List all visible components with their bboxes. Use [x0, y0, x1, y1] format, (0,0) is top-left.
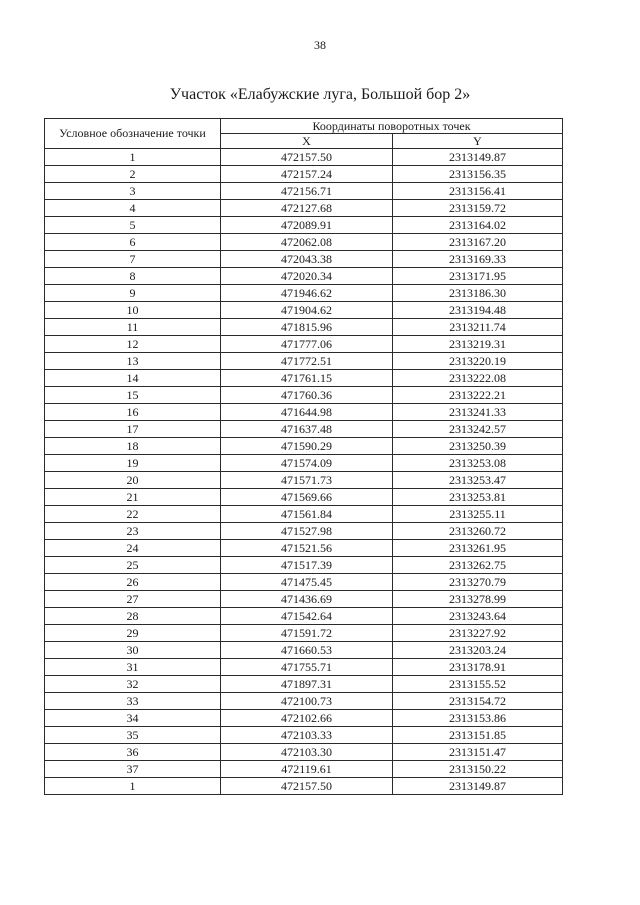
table-row — [45, 149, 563, 166]
point-number-cell: 20 — [45, 472, 221, 489]
table-row — [45, 523, 563, 540]
x-coordinate-cell: 472020.34 — [221, 268, 393, 285]
x-coordinate-cell: 472102.66 — [221, 710, 393, 727]
point-number-cell: 11 — [45, 319, 221, 336]
table-row — [45, 472, 563, 489]
table-row — [45, 778, 563, 795]
table-row — [45, 659, 563, 676]
table-row — [45, 710, 563, 727]
point-number-cell: 34 — [45, 710, 221, 727]
point-number-cell: 24 — [45, 540, 221, 557]
table-row — [45, 506, 563, 523]
point-number-cell: 26 — [45, 574, 221, 591]
y-coordinate-cell: 2313222.08 — [393, 370, 563, 387]
x-coordinate-cell: 472156.71 — [221, 183, 393, 200]
point-number-cell: 1 — [45, 149, 221, 166]
x-coordinate-cell: 471542.64 — [221, 608, 393, 625]
y-coordinate-cell: 2313260.72 — [393, 523, 563, 540]
point-number-cell: 31 — [45, 659, 221, 676]
point-number-cell: 1 — [45, 778, 221, 795]
table-row — [45, 217, 563, 234]
table-header — [45, 119, 563, 149]
x-coordinate-cell: 471777.06 — [221, 336, 393, 353]
x-coordinate-cell: 471527.98 — [221, 523, 393, 540]
x-coordinate-cell: 471760.36 — [221, 387, 393, 404]
table-row — [45, 693, 563, 710]
y-coordinate-cell: 2313211.74 — [393, 319, 563, 336]
table-row — [45, 285, 563, 302]
table-row — [45, 370, 563, 387]
table-row — [45, 574, 563, 591]
y-coordinate-cell: 2313278.99 — [393, 591, 563, 608]
header-x: X — [221, 134, 393, 149]
table-row — [45, 268, 563, 285]
y-coordinate-cell: 2313227.92 — [393, 625, 563, 642]
header-point-designation: Условное обозначение точки — [45, 119, 221, 149]
y-coordinate-cell: 2313220.19 — [393, 353, 563, 370]
x-coordinate-cell: 471897.31 — [221, 676, 393, 693]
x-coordinate-cell: 471761.15 — [221, 370, 393, 387]
header-coordinates: Координаты поворотных точек — [221, 119, 563, 134]
x-coordinate-cell: 472119.61 — [221, 761, 393, 778]
table-row — [45, 336, 563, 353]
y-coordinate-cell: 2313270.79 — [393, 574, 563, 591]
y-coordinate-cell: 2313178.91 — [393, 659, 563, 676]
y-coordinate-cell: 2313186.30 — [393, 285, 563, 302]
x-coordinate-cell: 471569.66 — [221, 489, 393, 506]
x-coordinate-cell: 471815.96 — [221, 319, 393, 336]
table-row — [45, 353, 563, 370]
y-coordinate-cell: 2313262.75 — [393, 557, 563, 574]
table-row — [45, 761, 563, 778]
y-coordinate-cell: 2313167.20 — [393, 234, 563, 251]
point-number-cell: 22 — [45, 506, 221, 523]
table-row — [45, 166, 563, 183]
table-row — [45, 183, 563, 200]
table-row — [45, 387, 563, 404]
table-row — [45, 404, 563, 421]
table-row — [45, 642, 563, 659]
x-coordinate-cell: 472157.50 — [221, 149, 393, 166]
x-coordinate-cell: 472127.68 — [221, 200, 393, 217]
point-number-cell: 4 — [45, 200, 221, 217]
y-coordinate-cell: 2313164.02 — [393, 217, 563, 234]
y-coordinate-cell: 2313222.21 — [393, 387, 563, 404]
y-coordinate-cell: 2313150.22 — [393, 761, 563, 778]
y-coordinate-cell: 2313149.87 — [393, 149, 563, 166]
x-coordinate-cell: 472157.50 — [221, 778, 393, 795]
point-number-cell: 6 — [45, 234, 221, 251]
x-coordinate-cell: 472043.38 — [221, 251, 393, 268]
point-number-cell: 29 — [45, 625, 221, 642]
table-row — [45, 489, 563, 506]
point-number-cell: 33 — [45, 693, 221, 710]
x-coordinate-cell: 471637.48 — [221, 421, 393, 438]
point-number-cell: 2 — [45, 166, 221, 183]
point-number-cell: 37 — [45, 761, 221, 778]
x-coordinate-cell: 471561.84 — [221, 506, 393, 523]
table-row — [45, 251, 563, 268]
point-number-cell: 3 — [45, 183, 221, 200]
point-number-cell: 14 — [45, 370, 221, 387]
point-number-cell: 17 — [45, 421, 221, 438]
x-coordinate-cell: 471591.72 — [221, 625, 393, 642]
x-coordinate-cell: 471436.69 — [221, 591, 393, 608]
point-number-cell: 32 — [45, 676, 221, 693]
x-coordinate-cell: 472062.08 — [221, 234, 393, 251]
document-title: Участок «Елабужские луга, Большой бор 2» — [169, 86, 471, 103]
point-number-cell: 7 — [45, 251, 221, 268]
x-coordinate-cell: 471475.45 — [221, 574, 393, 591]
table-row — [45, 455, 563, 472]
x-coordinate-cell: 471755.71 — [221, 659, 393, 676]
table-row — [45, 200, 563, 217]
point-number-cell: 28 — [45, 608, 221, 625]
x-coordinate-cell: 472100.73 — [221, 693, 393, 710]
point-number-cell: 10 — [45, 302, 221, 319]
x-coordinate-cell: 471946.62 — [221, 285, 393, 302]
table-row — [45, 557, 563, 574]
x-coordinate-cell: 472103.30 — [221, 744, 393, 761]
y-coordinate-cell: 2313156.35 — [393, 166, 563, 183]
y-coordinate-cell: 2313149.87 — [393, 778, 563, 795]
y-coordinate-cell: 2313151.85 — [393, 727, 563, 744]
point-number-cell: 19 — [45, 455, 221, 472]
y-coordinate-cell: 2313250.39 — [393, 438, 563, 455]
point-number-cell: 8 — [45, 268, 221, 285]
point-number-cell: 35 — [45, 727, 221, 744]
y-coordinate-cell: 2313154.72 — [393, 693, 563, 710]
table-row — [45, 676, 563, 693]
point-number-cell: 21 — [45, 489, 221, 506]
point-number-cell: 5 — [45, 217, 221, 234]
point-number-cell: 18 — [45, 438, 221, 455]
y-coordinate-cell: 2313261.95 — [393, 540, 563, 557]
y-coordinate-cell: 2313255.11 — [393, 506, 563, 523]
table-row — [45, 625, 563, 642]
point-number-cell: 12 — [45, 336, 221, 353]
y-coordinate-cell: 2313153.86 — [393, 710, 563, 727]
point-number-cell: 36 — [45, 744, 221, 761]
y-coordinate-cell: 2313171.95 — [393, 268, 563, 285]
x-coordinate-cell: 472103.33 — [221, 727, 393, 744]
y-coordinate-cell: 2313151.47 — [393, 744, 563, 761]
y-coordinate-cell: 2313243.64 — [393, 608, 563, 625]
x-coordinate-cell: 471571.73 — [221, 472, 393, 489]
table-row — [45, 744, 563, 761]
y-coordinate-cell: 2313203.24 — [393, 642, 563, 659]
y-coordinate-cell: 2313194.48 — [393, 302, 563, 319]
point-number-cell: 27 — [45, 591, 221, 608]
point-number-cell: 15 — [45, 387, 221, 404]
x-coordinate-cell: 471521.56 — [221, 540, 393, 557]
x-coordinate-cell: 471574.09 — [221, 455, 393, 472]
y-coordinate-cell: 2313241.33 — [393, 404, 563, 421]
x-coordinate-cell: 471590.29 — [221, 438, 393, 455]
y-coordinate-cell: 2313253.81 — [393, 489, 563, 506]
point-number-cell: 9 — [45, 285, 221, 302]
y-coordinate-cell: 2313242.57 — [393, 421, 563, 438]
table-row — [45, 234, 563, 251]
x-coordinate-cell: 471644.98 — [221, 404, 393, 421]
x-coordinate-cell: 472089.91 — [221, 217, 393, 234]
y-coordinate-cell: 2313169.33 — [393, 251, 563, 268]
table-row — [45, 319, 563, 336]
table-row — [45, 591, 563, 608]
x-coordinate-cell: 472157.24 — [221, 166, 393, 183]
header-y: Y — [393, 134, 563, 149]
table-row — [45, 421, 563, 438]
y-coordinate-cell: 2313253.47 — [393, 472, 563, 489]
y-coordinate-cell: 2313155.52 — [393, 676, 563, 693]
table-row — [45, 727, 563, 744]
page-number: 38 — [314, 38, 326, 52]
point-number-cell: 25 — [45, 557, 221, 574]
x-coordinate-cell: 471772.51 — [221, 353, 393, 370]
point-number-cell: 16 — [45, 404, 221, 421]
table-row — [45, 438, 563, 455]
x-coordinate-cell: 471517.39 — [221, 557, 393, 574]
table-row — [45, 540, 563, 557]
table-row — [45, 608, 563, 625]
table-row — [45, 302, 563, 319]
x-coordinate-cell: 471660.53 — [221, 642, 393, 659]
y-coordinate-cell: 2313253.08 — [393, 455, 563, 472]
y-coordinate-cell: 2313159.72 — [393, 200, 563, 217]
x-coordinate-cell: 471904.62 — [221, 302, 393, 319]
point-number-cell: 30 — [45, 642, 221, 659]
y-coordinate-cell: 2313219.31 — [393, 336, 563, 353]
point-number-cell: 13 — [45, 353, 221, 370]
table-body — [45, 149, 563, 795]
y-coordinate-cell: 2313156.41 — [393, 183, 563, 200]
point-number-cell: 23 — [45, 523, 221, 540]
coordinates-table — [44, 118, 563, 795]
